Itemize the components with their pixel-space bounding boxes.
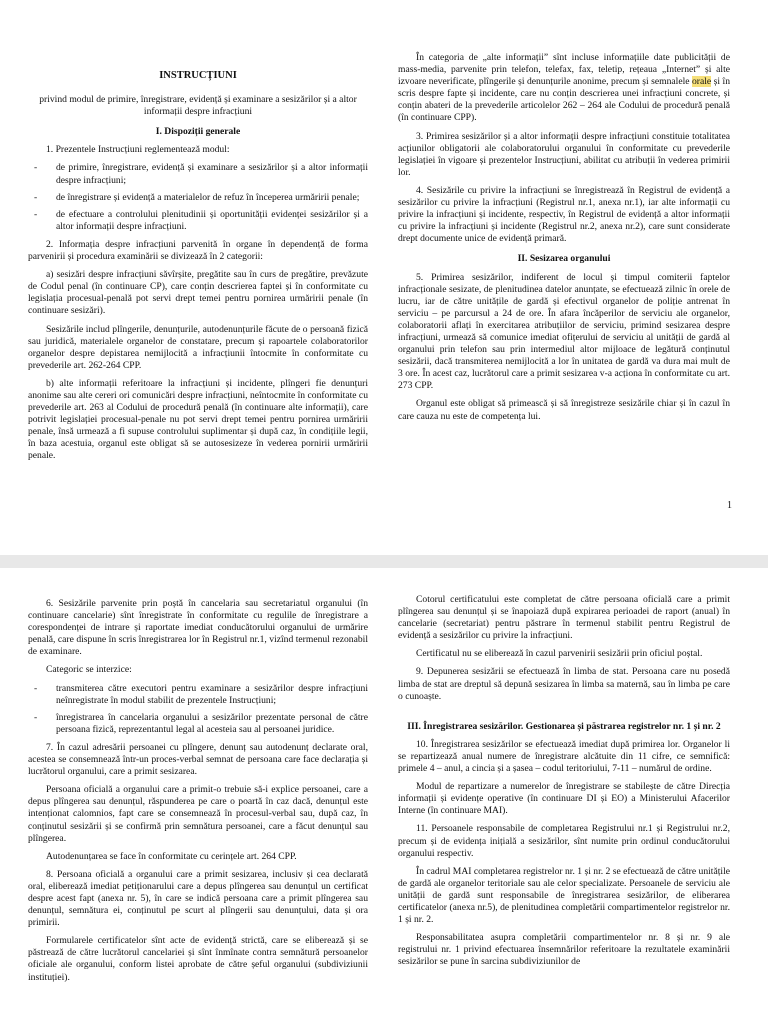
paragraph-2a: a) sesizări despre infracțiuni săvîrșite, pregătite sau în curs de pregătire, prevăzute de Codul penal (în continuare CP), care conțin descrierea faptei și în conformitate cu legislația procesual-penală pot servi drept temei pentru pornirea urmăririi penale (în continuare sesizări). (28, 269, 368, 317)
list-2 (28, 683, 368, 736)
paragraph-5b: Organul este obligat să primească și să înregistreze sesizările chiar și în cazul în care cauza nu este de competența lui. (398, 398, 730, 422)
paragraph-6: 6. Sesizările parvenite prin poștă în cancelaria sau secretariatul organului (în continuare cancelarie) sînt înregistrate în conformitate cu regulile de înregistrare a corespondenței de intrare și raportate imediat conducătorului organului de urmărire penală, care dispune în scris înregistrarea lor în Registrul nr.1, vizînd termenul rezonabil de examinare. (28, 598, 368, 658)
paragraph-5: 5. Primirea sesizărilor, indiferent de locul și timpul comiterii faptelor infracționale sesizate, de plenitudinea datelor anunțate, se efectuează zilnic în orele de lucru, iar de către unitățile de gardă și efectivul organelor de poliție antrenat în serviciu – pe parcursul a 24 de ore. În afara încăperilor de serviciu ale organelor, colaboratorii aflați în exercitarea atribuțiilor de serviciu, primind sesizarea despre infracțiuni, urmează să comunice imediat ofițerului de serviciu al unității de gardă al organului prin telefon sau prin intermediul altor mijloace de legătură conținutul sesizării, dacă transmiterea nemijlocită a lor în unitatea de gardă va dura mai mult de 3 ore. În acest caz, lucrătorul care a primit sesizarea v-a acționa în conformitate cu art. 273 CPP. (398, 271, 730, 392)
paragraph-1: 1. Prezentele Instrucțiuni reglementează modul: (46, 144, 230, 156)
paragraph-2c: b) alte informații referitoare la infracțiuni și incidente, plîngeri fie denunțuri anonime sau alte cereri ori comunicări despre infracțiuni, neîntocmite în conformitate cu prevederile art. 263 al Codului de procedură penală (în continuare alte informații), care potrivit legislației procesual-penale nu pot servi drept temei pentru pornirea urmăririi penale, însă urmează a fi supuse controlului suplimentar și după caz, în condițiile legii, în baza acestuia, organul este obligat să se autosesizeze în vederea pornirii urmăririi penale. (28, 377, 368, 462)
paragraph-2: 2. Informația despre infracțiuni parvenită în organe în dependență de forma parvenirii și procedura examinării se divizează în 2 categorii: (28, 238, 368, 263)
paragraph-11: 11. Persoanele responsabile de completarea Registrului nr.1 și Registrului nr.2, precum și de evidența inițială a sesizărilor, sînt numite prin ordinul conducătorului organului respectiv. (398, 823, 730, 859)
paragraph-7c: Autodenunțarea se face în conformitate cu cerințele art. 264 CPP. (46, 850, 297, 862)
page-number: 1 (727, 500, 732, 511)
paragraph-8b: Formularele certificatelor sînt acte de evidență strictă, care se eliberează și se păstrează de către lucrătorul cancelariei și sînt înmînate contra semnătură persoanelor oficiale ale organului, conform listei aprobate de către șeful organului (subdiviziunii instituției). (28, 935, 368, 983)
paragraph-11b: În cadrul MAI completarea registrelor nr. 1 și nr. 2 se efectuează de către unitățile de gardă ale organelor teritoriale sau ale celor specializate. Persoanele de serviciu ale unității de gardă sunt responsabile de înregistrarea sesizărilor, de eliberarea certificatelor (anexa nr.5), de plenitudinea completării compartimentelor registrelor nr. 1 și nr. 2. (398, 865, 730, 926)
paragraph-certificat: Certificatul nu se eliberează în cazul parvenirii sesizării prin oficiul poștal. (416, 648, 703, 660)
section-heading-3: III. Înregistrarea sesizărilor. Gestionarea și păstrarea registrelor nr. 1 și nr. 2 (407, 720, 721, 732)
paragraph-4: 4. Sesizările cu privire la infracțiuni se înregistrează în Registrul de evidență a sesizărilor cu privire la infracțiuni (Registrul nr.1, anexa nr.1), iar alte informații cu privire la infracțiuni și incidente, respectiv, în Registrul de evidență a altor informații cu privire la infracțiuni și incidente (Registrul nr.2, anexa nr.2), care sunt considerate drept documente unice de evidență primară. (398, 184, 730, 245)
paragraph-3: 3. Primirea sesizărilor și a altor informații despre infracțiuni constituie totalitatea acțiunilor obligatorii ale colaboratorului organului în conformitate cu prevederile legislației în vigoare și prezentelor Instrucțiuni, abilitat cu atribuții în vederea primirii lor. (398, 130, 730, 178)
paragraph-2b: Sesizările includ plîngerile, denunțurile, autodenunțurile făcute de o persoană fizică sau juridică, materialele organelor de constatare, precum și rapoartele colaboratorilor organelor despre depistarea nemijlocită a infracțiunii întocmite în conformitate cu prevederile art. 262-264 CPP. (28, 323, 368, 371)
paragraph-7b: Persoana oficială a organului care a primit-o trebuie să-i explice persoanei, care a depus plîngerea sau denunțul, răspunderea pe care o poartă în caz dacă, denunțul este intenționat calomnios, fapt care se consemnează în procesul-verbal sau, după caz, în conținutul sesizării și se confirmă prin semnătura persoanei, care a făcut denunțul sau plîngerea. (28, 784, 368, 844)
list-item: - de efectuare a controlului plenitudinii și oportunității evidenței sesizărilor și a altor informații despre infracțiuni. (28, 209, 368, 233)
document-subtitle: privind modul de primire, înregistrare, evidență și examinare a sesizărilor și a altor informații despre infracțiuni (39, 94, 357, 118)
paragraph-9: 9. Depunerea sesizării se efectuează în limba de stat. Persoana care nu posedă limba de stat are dreptul să depună sesizarea în limba sa maternă, sau în limba pe care o cunoaște. (398, 666, 730, 702)
section-heading-1: I. Dispoziții generale (155, 126, 241, 138)
paragraph-10: 10. Înregistrarea sesizărilor se efectuează imediat după primirea lor. Organelor li se repartizează anual numere de înregistrare alcătuite din 11 cifre, ce semnifică: primele 4 – anul, a cincia și a șasea – codul teritoriului, 7-11 – numărul de ordine. (398, 738, 730, 775)
paragraph-cotor: Cotorul certificatului este completat de către persoana oficială care a primit plîngerea sau denunțul și se înapoiază după expirarea perioadei de raport (anual) în cancelarie (secretariat) pentru păstrare în termenul stabilit pentru Registrul de evidență a sesizărilor cu privire la infracțiuni. (398, 594, 730, 642)
page1-left-column (28, 62, 368, 469)
list-1 (28, 162, 368, 232)
page2-right-column (398, 594, 730, 974)
paragraph-7: 7. În cazul adresării persoanei cu plîngere, denunț sau autodenunț declarate oral, acestea se consemnează într-un proces-verbal semnat de persoana care face declarația și lucrătorul organului, care a primit sesizarea. (28, 741, 368, 778)
section-heading-2: II. Sesizarea organului (517, 253, 611, 265)
list-item: - transmiterea către executori pentru examinare a sesizărilor despre infracțiuni neînregistrate în modul stabilit de prezentele Instrucțiuni; (28, 683, 368, 707)
page1-right-column (398, 52, 730, 429)
list-item: - de primire, înregistrare, evidență și examinare a sesizărilor și a altor informații despre infracțiuni; (28, 162, 368, 186)
page2-left-column (28, 598, 368, 990)
paragraph-alte-informatii: În categoria de „alte informații” sînt incluse informațiile date publicității de mass-media, parvenite prin telefon, telefax, fax, teletip, rețeaua „Internet” și alte izvoare neverificate, plîngerile și denunțurile anonime, precum și semnalele orale și în scris despre fapte și incidente, care nu conțin descrierea unei infracțiuni concrete, și conțin abateri de la prevederile articolelor 262 – 264 ale Codului de procedură penală (în continuare CPP). (398, 52, 730, 124)
document-title: INSTRUCȚIUNI (159, 70, 237, 81)
paragraph-8: 8. Persoana oficială a organului care a primit sesizarea, inclusiv și cea declarată oral, eliberează imediat petiționarului care a depus plîngerea sau denunțul un certificat despre acest fapt (anexa nr. 5), în care se indică persoana care a primit plîngerea sau denunțul, semnătura ei, conținutul pe scurt al plîngerii sau denunțului, data și ora primirii. (28, 868, 368, 929)
paragraph-6b: Categoric se interzice: (46, 664, 132, 676)
list-item: - înregistrarea în cancelaria organului a sesizărilor prezentate personal de către persoana fizică, reprezentantul legal al acesteia sau al persoanei juridice. (28, 712, 368, 736)
document-page-2 (0, 568, 768, 1024)
paragraph-11c: Responsabilitatea asupra completării compartimentelor nr. 8 și nr. 9 ale registrului nr. 1 privind efectuarea însemnărilor referitoare la rezultatele examinării sesizărilor se pune în sarcina subdiviziunilor de (398, 932, 730, 968)
highlighted-word: orale (691, 76, 712, 88)
paragraph-10b: Modul de repartizare a numerelor de înregistrare se stabilește de către Direcția informații și evidențe operative (în continuare DI și EO) a Ministerului Afacerilor Interne (în continuare MAI). (398, 781, 730, 817)
list-item: - de înregistrare și evidență a materialelor de refuz în începerea urmăririi penale; (28, 192, 368, 204)
